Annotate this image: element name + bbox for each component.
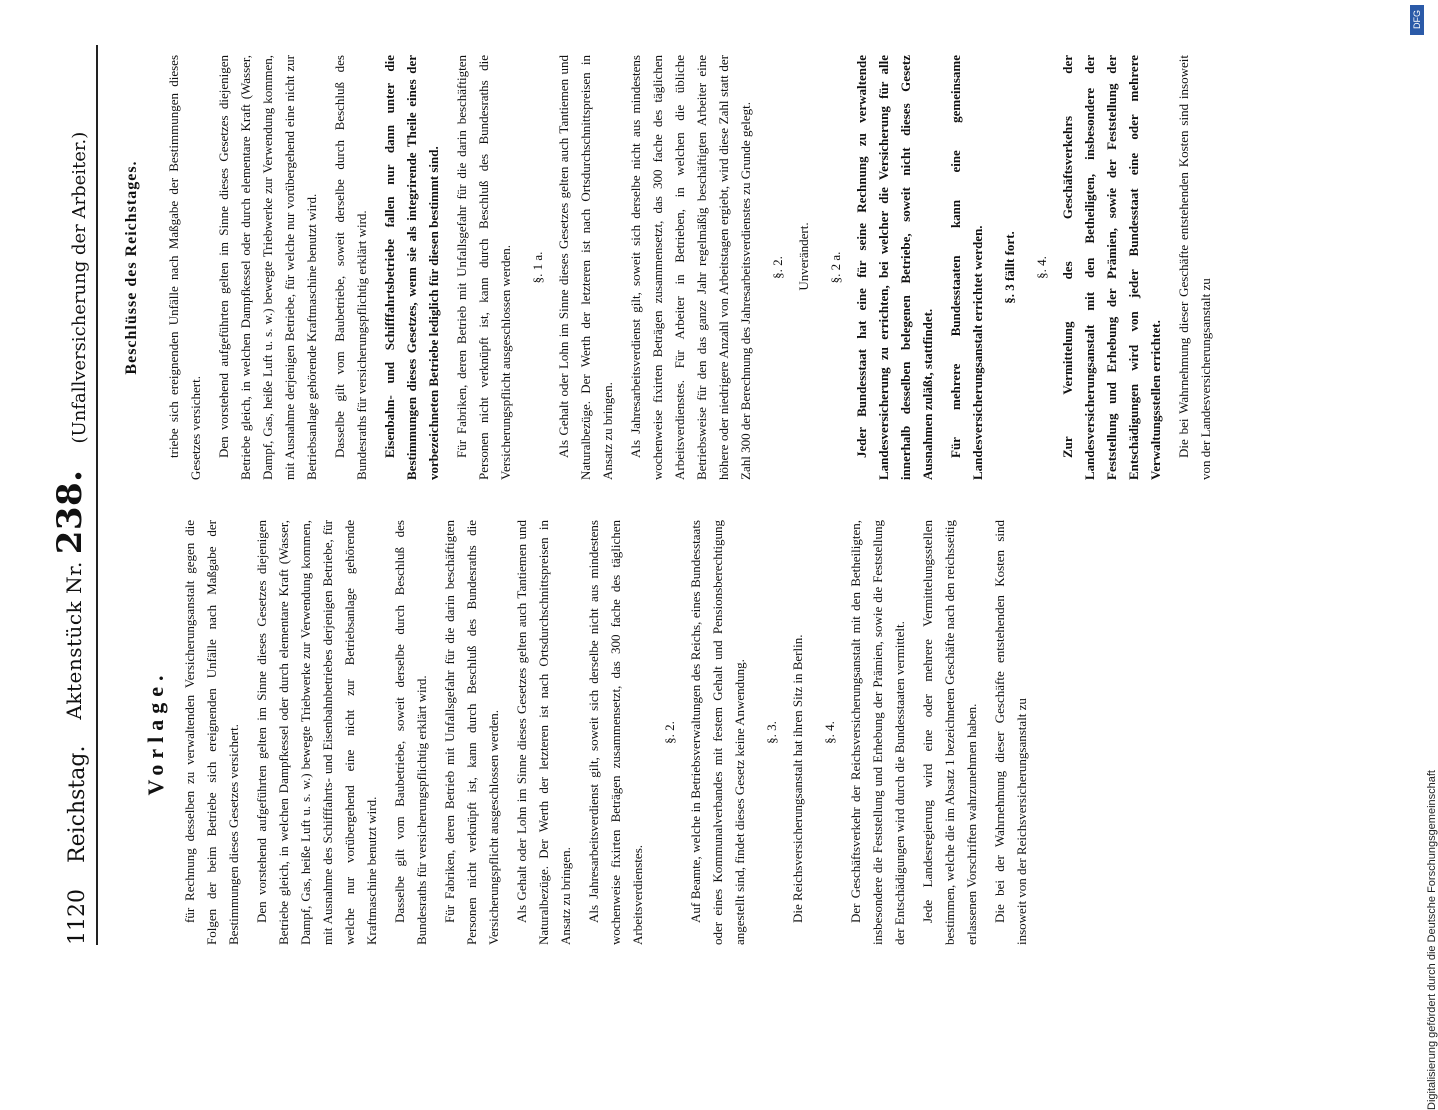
paragraph: Für mehrere Bundesstaaten kann eine gemeinsame Landesversicherungsanstalt errichtet werden. [948, 55, 985, 480]
section-heading: §. 2. [770, 256, 785, 279]
paragraph: Jede Landesregierung wird eine oder mehrere Vermittelungsstellen bestimmen, welche die im Absatz 1 bezeichneten Geschäfte nach den reichsseitig erlassenen Vorschriften wahrzunehmen haben. [920, 520, 979, 945]
paragraph: Der Geschäftsverkehr der Reichsversicherungsanstalt mit den Betheiligten, insbesondere die Feststellung und Erhebung der Prämien, sowie die Feststellung der Entschädigungen wird durch die Bundesstaaten vermittelt. [848, 520, 907, 945]
left-column-title: Vorlage. [143, 669, 168, 796]
paragraph: Den vorstehend aufgeführten gelten im Sinne dieses Gesetzes diejenigen Betriebe gleich, in welchen Dampfkessel oder durch elementare Kraft (Wasser, Dampf, Gas, heiße Luft u. s. w.) bewegte Triebwerke zur Verwendung kommen, mit Ausnahme des Schifffahrts- und Eisenbahnbetriebes derjenigen Betriebe, für welche nur vorübergehend eine nicht zur Betriebsanlage gehörende Kraftmaschine benutzt wird. [254, 520, 379, 945]
right-column-title: Beschlüsse des Reichstages. [123, 160, 140, 375]
section-heading: §. 2. [662, 721, 677, 744]
section-heading: §. 4. [822, 721, 837, 744]
paragraph: Die bei der Wahrnehmung dieser Geschäfte entstehenden Kosten sind insoweit von der Reichsversicherungsanstalt zu [992, 520, 1029, 945]
page-header [20, 45, 90, 945]
paragraph: Die bei Wahrnehmung dieser Geschäfte entstehenden Kosten sind insoweit von der Landesversicherungsanstalt zu [1176, 55, 1213, 480]
right-column [115, 55, 1242, 480]
document-reference [50, 469, 90, 719]
paragraph: Unverändert. [796, 222, 811, 291]
reference-prefix: Aktenstück Nr. [62, 561, 86, 720]
document-subject: (Unfallversicherung der Arbeiter.) [69, 131, 90, 444]
paragraph: Als Gehalt oder Lohn im Sinne dieses Gesetzes gelten auch Tantiemen und Naturalbezüge. Der Werth der letzteren ist nach Ortsdurchschnittspreisen in Ansatz zu bringen. [556, 55, 615, 480]
paragraph: Als Gehalt oder Lohn im Sinne dieses Gesetzes gelten auch Tantiemen und Naturalbezüge. Der Werth der letzteren ist nach Ortsdurchschnittspreisen in Ansatz zu bringen. [514, 520, 573, 945]
paragraph: Für Fabriken, deren Betrieb mit Unfallsgefahr für die darin beschäftigten Personen nicht verknüpft ist, kann durch Beschluß des Bundesraths die Versicherungspflicht ausgeschlossen werden. [442, 520, 501, 945]
section-heading: §. 3 fällt fort. [1002, 231, 1017, 304]
paragraph: Den vorstehend aufgeführten gelten im Sinne dieses Gesetzes diejenigen Betriebe gleich, in welchen Dampfkessel oder durch elementare Kraft (Wasser, Dampf, Gas, heiße Luft u. s. w.) bewegte Triebwerke zur Verwendung kommen, mit Ausnahme derjenigen Betriebe, für welche nur vorübergehend eine nicht zur Betriebsanlage gehörende Kraftmaschine benutzt wird. [216, 55, 319, 480]
paragraph: Für Fabriken, deren Betrieb mit Unfallsgefahr für die darin beschäftigten Personen nicht verknüpft ist, kann durch Beschluß des Bundesraths die Versicherungspflicht ausgeschlossen werden. [454, 55, 513, 480]
paragraph: Dasselbe gilt vom Baubetriebe, soweit derselbe durch Beschluß des Bundesraths für versicherungspflichtig erklärt wird. [392, 520, 429, 945]
dfg-logo: DFG [1410, 5, 1424, 35]
paragraph: Auf Beamte, welche in Betriebsverwaltungen des Reichs, eines Bundesstaats oder eines Kommunalverbandes mit festem Gehalt und Pensionsberechtigung angestellt sind, findet dieses Gesetz keine Anwendung. [688, 520, 747, 945]
paragraph: Zur Vermittelung des Geschäftsverkehrs der Landesversicherungsanstalt mit den Betheiligten, insbesondere der Feststellung und Erhebung der Prämien, sowie der Feststellung der Entschädigungen wird von jeder Bundesstaat eine oder mehrere Verwaltungsstellen errichtet. [1060, 55, 1163, 480]
page-number: 1120 [65, 889, 90, 945]
paragraph: Jeder Bundesstaat hat eine für seine Rechnung zu verwaltende Landesversicherung zu errichten, bei welcher die Versicherung für alle innerhalb desselben belegenen Betriebe, soweit nicht dieses Gesetz Ausnahmen zuläßt, stattfindet. [854, 55, 935, 480]
section-heading: §. 4. [1034, 256, 1049, 279]
paragraph: Eisenbahn- und Schifffahrtsbetriebe fallen nur dann unter die Bestimmungen dieses Gesetzes, wenn sie als integrirende Theile eines der vorbezeichneten Betriebe lediglich für diesen bestimmt sind. [382, 55, 441, 480]
paragraph: Als Jahresarbeitsverdienst gilt, soweit sich derselbe nicht aus mindestens wochenweise fixirten Beträgen zusammensetzt, das 300 fache des täglichen Arbeitsverdienstes. [586, 520, 645, 945]
section-heading: §. 1 a. [530, 251, 545, 284]
digitization-credit: Digitalisierung gefördert durch die Deutsche Forschungsgemeinschaft [1426, 770, 1438, 1110]
paragraph: triebe sich ereignenden Unfälle nach Maßgabe der Bestimmungen dieses Gesetzes versichert. [166, 55, 203, 480]
section-heading: §. 2 a. [828, 251, 843, 284]
paragraph: Die Reichsversicherungsanstalt hat ihren Sitz in Berlin. [790, 634, 805, 923]
digitization-sidebar [1404, 0, 1438, 1110]
header-rule [96, 45, 98, 945]
reference-number: 238. [50, 469, 90, 555]
paragraph: Dasselbe gilt vom Baubetriebe, soweit derselbe durch Beschluß des Bundesraths für versicherungspflichtig erklärt wird. [332, 55, 369, 480]
paragraph: Als Jahresarbeitsverdienst gilt, soweit sich derselbe nicht aus mindestens wochenweise fixirten Beträgen zusammensetzt, das 300 fache des täglichen Arbeitsverdienstes. Für Arbeiter in Betrieben, in welchen die übliche Betriebsweise für den das ganze Jahr regelmäßig beschäftigten Arbeiter eine höhere oder niedrigere Anzahl von Arbeitstagen ergiebt, wird diese Zahl statt der Zahl 300 der Berechnung des Jahresarbeitsverdienstes zu Grunde gelegt. [628, 55, 753, 480]
left-column [115, 520, 1242, 945]
paragraph: für Rechnung desselben zu verwaltenden Versicherungsanstalt gegen die Folgen der beim Betriebe sich ereignenden Unfälle nach Maßgabe der Bestimmungen dieses Gesetzes versichert. [182, 520, 241, 945]
section-heading: §. 3. [764, 721, 779, 744]
source-label: Reichstag. [65, 745, 90, 863]
